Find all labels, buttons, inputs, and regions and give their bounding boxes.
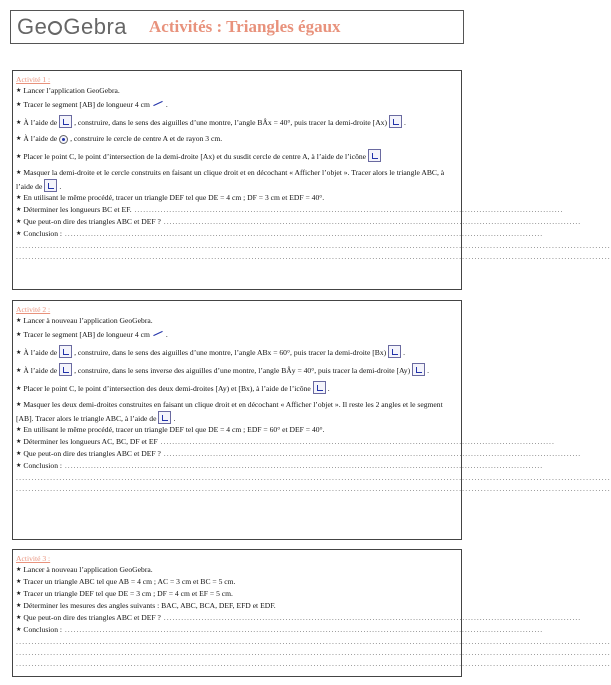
star-icon: ★ <box>16 102 22 108</box>
star-icon: ★ <box>16 439 22 445</box>
star-icon: ★ <box>16 88 22 94</box>
star-icon: ★ <box>16 591 22 597</box>
angle-tool-icon <box>59 115 72 128</box>
star-icon: ★ <box>16 219 22 225</box>
star-icon: ★ <box>16 627 22 633</box>
activity-1-line-5: ★ Placer le point C, le point d’intersection de la demi-droite [Ax) et du susdit cercle de centre A, à l’aide de l’icône <box>16 149 458 163</box>
answer-line: ................................................................................................................................................................................................ <box>16 484 611 493</box>
activity-1-line-9: ★ Que peut-on dire des triangles ABC et DEF ? ................................................................................................................................................ <box>16 217 582 226</box>
segment-tool-icon <box>152 97 164 110</box>
star-icon: ★ <box>16 136 22 142</box>
star-icon: ★ <box>16 120 22 126</box>
star-icon: ★ <box>16 386 22 392</box>
star-icon: ★ <box>16 463 22 469</box>
activity-3-line-6: ★ Conclusion : ..................................................................................................................................................................... <box>16 625 544 634</box>
answer-line: ................................................................................................................................................................................................ <box>16 637 611 646</box>
star-icon: ★ <box>16 603 22 609</box>
activity-3-line-4: ★ Déterminer les mesures des angles suivants : BAC, ABC, BCA, DEF, EFD et EDF. <box>16 601 276 610</box>
activity-2-line-6: ★ Masquer les deux demi-droites construites en faisant un clique droit et en décochant « Afficher l’objet ». Il reste les 2 angles et le segment [AB]. Tracer alors le triangle ABC, à l’aide de . <box>16 400 443 423</box>
activity-1-line-10: ★ Conclusion : ..................................................................................................................................................................... <box>16 229 544 238</box>
activity-1-line-7: ★ En utilisant le même procédé, tracer un triangle DEF tel que DE = 4 cm ; DF = 3 cm et EDF = 40°. <box>16 193 325 202</box>
polygon-tool-icon <box>44 179 57 192</box>
page-header <box>10 10 464 44</box>
activity-3-line-1: ★ Lancer à nouveau l’application GeoGebra. <box>16 565 153 574</box>
star-icon: ★ <box>16 195 22 201</box>
activity-3-line-3: ★ Tracer un triangle DEF tel que DE = 3 cm ; DF = 4 cm et EF = 5 cm. <box>16 589 233 598</box>
answer-line: ................................................................................................................................................................................................ <box>16 473 611 482</box>
ray-tool-icon <box>389 115 402 128</box>
circle-tool-icon <box>59 135 68 144</box>
geogebra-logo: Ge Gebra <box>17 14 128 39</box>
answer-line: ................................................................................................................................................................................................ <box>16 648 611 657</box>
star-icon: ★ <box>16 615 22 621</box>
intersection-tool-icon <box>368 149 381 162</box>
star-icon: ★ <box>16 402 22 408</box>
star-icon: ★ <box>16 579 22 585</box>
activity-1-box <box>12 70 611 290</box>
activity-2-line-5: ★ Placer le point C, le point d’intersection des deux demi-droites [Ay) et [Bx), à l’aide de l’icône . <box>16 381 458 395</box>
activity-3-line-5: ★ Que peut-on dire des triangles ABC et DEF ? ................................................................................................................................................ <box>16 613 582 622</box>
star-icon: ★ <box>16 318 22 324</box>
activity-1-line-2: ★ Tracer le segment [AB] de longueur 4 cm . <box>16 97 458 111</box>
intersection-tool-icon <box>313 381 326 394</box>
activity-1-line-1: ★ Lancer l’application GeoGebra. <box>16 86 120 95</box>
star-icon: ★ <box>16 170 22 176</box>
activity-2-line-7: ★ En utilisant le même procédé, tracer un triangle DEF tel que DE = 4 cm ; EDF = 60° et DEF = 40°. <box>16 425 325 434</box>
star-icon: ★ <box>16 567 22 573</box>
star-icon: ★ <box>16 154 22 160</box>
activity-2-line-8: ★ Déterminer les longueurs AC, BC, DF et EF ........................................................................................................................................ <box>16 437 555 446</box>
activity-3-box <box>12 549 611 677</box>
star-icon: ★ <box>16 350 22 356</box>
activity-2-line-1: ★ Lancer à nouveau l’application GeoGebra. <box>16 316 153 325</box>
activity-2-box <box>12 300 611 540</box>
activity-2-label: Activité 2 : <box>16 305 51 314</box>
star-icon: ★ <box>16 427 22 433</box>
answer-line: ................................................................................................................................................................................................ <box>16 659 611 668</box>
ray-tool-icon <box>388 345 401 358</box>
star-icon: ★ <box>16 451 22 457</box>
activity-2-line-3: ★ À l’aide de , construire, dans le sens des aiguilles d’une montre, l’angle ABx = 60°, puis tracer la demi-droite [Bx) . <box>16 345 458 359</box>
ray-tool-icon <box>412 363 425 376</box>
star-icon: ★ <box>16 231 22 237</box>
angle-tool-icon <box>59 363 72 376</box>
answer-line: ................................................................................................................................................................................................ <box>16 241 611 250</box>
page-title: Activités : Triangles égaux <box>149 17 341 36</box>
activity-2-line-10: ★ Conclusion : ..................................................................................................................................................................... <box>16 461 544 470</box>
activity-2-line-9: ★ Que peut-on dire des triangles ABC et DEF ? ................................................................................................................................................ <box>16 449 582 458</box>
polygon-tool-icon <box>158 411 171 424</box>
activity-1-label: Activité 1 : <box>16 75 51 84</box>
segment-tool-icon <box>152 327 164 340</box>
activity-1-line-8: ★ Déterminer les longueurs BC et EF. .................................................................................................................................................... <box>16 205 564 214</box>
answer-line: ................................................................................................................................................................................................ <box>16 252 611 261</box>
activity-2-line-4: ★ À l’aide de , construire, dans le sens inverse des aiguilles d’une montre, l’angle BÂy = 40°, puis tracer la demi-droite [Ay) . <box>16 363 458 377</box>
activity-3-label: Activité 3 : <box>16 554 51 563</box>
activity-1-line-6: ★ Masquer la demi-droite et le cercle construits en faisant un clique droit et en décochant « Afficher l’objet ». Tracer alors le triangle ABC, à l’aide de . <box>16 168 445 191</box>
angle-tool-icon <box>59 345 72 358</box>
activity-1-line-4: ★ À l’aide de , construire le cercle de centre A et de rayon 3 cm. <box>16 134 223 143</box>
star-icon: ★ <box>16 207 22 213</box>
activity-3-line-2: ★ Tracer un triangle ABC tel que AB = 4 cm ; AC = 3 cm et BC = 5 cm. <box>16 577 236 586</box>
star-icon: ★ <box>16 368 22 374</box>
activity-1-line-3: ★ À l’aide de , construire, dans le sens des aiguilles d’une montre, l’angle BÂx = 40°, puis tracer la demi-droite [Ax) . <box>16 115 458 129</box>
star-icon: ★ <box>16 332 22 338</box>
activity-2-line-2: ★ Tracer le segment [AB] de longueur 4 cm . <box>16 327 458 341</box>
